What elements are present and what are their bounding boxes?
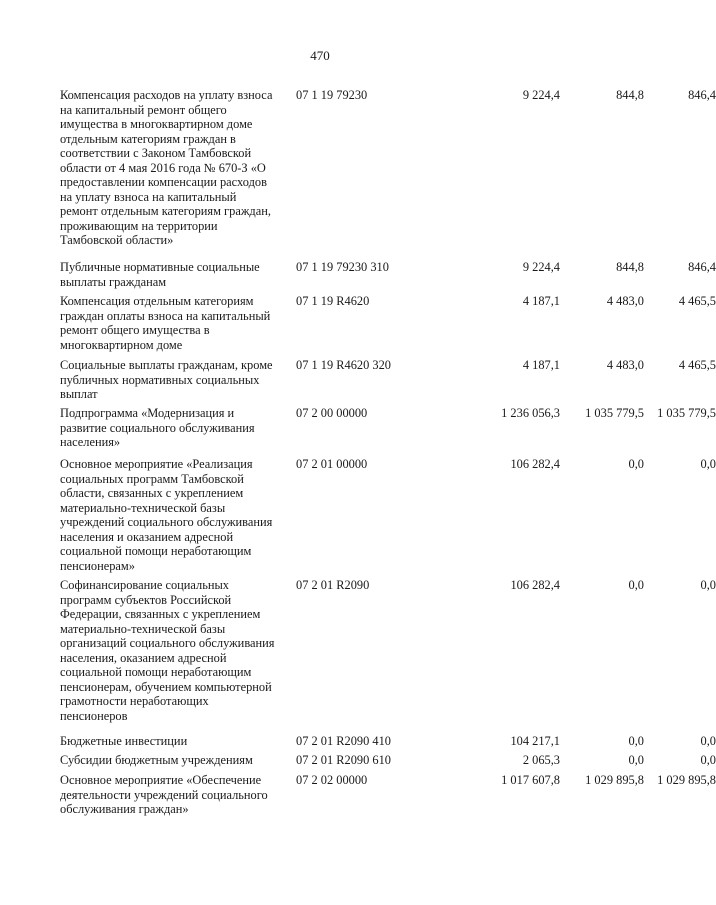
row-amount-1: 4 187,1 — [522, 358, 560, 372]
row-amount-1: 1 236 056,3 — [501, 406, 560, 420]
row-code: 07 1 19 R4620 320 — [296, 358, 391, 372]
row-amount-1: 4 187,1 — [522, 294, 560, 308]
row-code: 07 1 19 79230 — [296, 88, 368, 102]
row-code: 07 2 01 R2090 610 — [296, 753, 391, 767]
row-amount-1: 9 224,4 — [522, 260, 560, 274]
row-description: Основное мероприятие «Реализация социальных программ Тамбовской области, связанных с укреплением материально-технической базы учреждений социального обслуживания населения и оказанием адресной социальной помощи неработающим пенсионерам» — [60, 457, 273, 573]
row-description: Социальные выплаты гражданам, кроме публичных нормативных социальных выплат — [60, 358, 273, 401]
row-amount-3: 846,4 — [688, 88, 716, 102]
row-amount-2: 0,0 — [628, 457, 644, 471]
row-description: Субсидии бюджетным учреждениям — [60, 753, 253, 767]
row-description: Основное мероприятие «Обеспечение деятельности учреждений социального обслуживания граждан» — [60, 773, 268, 816]
row-amount-1: 104 217,1 — [510, 734, 560, 748]
row-amount-3: 1 029 895,8 — [657, 773, 716, 787]
row-code: 07 2 01 R2090 410 — [296, 734, 391, 748]
row-amount-1: 1 017 607,8 — [501, 773, 560, 787]
row-code: 07 2 02 00000 — [296, 773, 368, 787]
row-description: Софинансирование социальных программ субъектов Российской Федерации, связанных с укреплением материально-технической базы организаций социального обслуживания населения, оказанием адресной социальной помощи неработающим пенсионерам, обучением компьютерной грамотности неработающих пенсионеров — [60, 578, 275, 723]
row-amount-3: 0,0 — [700, 457, 716, 471]
row-amount-3: 0,0 — [700, 753, 716, 767]
row-amount-2: 0,0 — [628, 734, 644, 748]
row-code: 07 2 00 00000 — [296, 406, 368, 420]
row-amount-1: 2 065,3 — [522, 753, 560, 767]
row-code: 07 2 01 00000 — [296, 457, 368, 471]
row-code: 07 2 01 R2090 — [296, 578, 370, 592]
row-amount-2: 0,0 — [628, 578, 644, 592]
row-code: 07 1 19 79230 310 — [296, 260, 389, 274]
row-amount-1: 106 282,4 — [510, 578, 560, 592]
row-amount-1: 9 224,4 — [522, 88, 560, 102]
row-amount-2: 1 029 895,8 — [585, 773, 644, 787]
row-amount-2: 0,0 — [628, 753, 644, 767]
row-description: Публичные нормативные социальные выплаты гражданам — [60, 260, 260, 289]
row-amount-2: 4 483,0 — [606, 358, 644, 372]
row-amount-1: 106 282,4 — [510, 457, 560, 471]
row-description: Компенсация расходов на уплату взноса на капитальный ремонт общего имущества в многоквартирном доме отдельным категориям граждан в соответствии с Законом Тамбовской области от 4 мая 2016 года № 670-З «О предоставлении компенсации расходов на уплату взноса на капитальный ремонт отдельным категориям граждан, проживающим на территории Тамбовской области» — [60, 88, 273, 247]
row-amount-3: 4 465,5 — [678, 358, 716, 372]
row-amount-3: 846,4 — [688, 260, 716, 274]
row-amount-3: 1 035 779,5 — [657, 406, 716, 420]
row-amount-3: 0,0 — [700, 734, 716, 748]
row-code: 07 1 19 R4620 — [296, 294, 370, 308]
row-description: Компенсация отдельным категориям граждан оплаты взноса на капитальный ремонт общего имущества в многоквартирном доме — [60, 294, 271, 352]
row-amount-3: 0,0 — [700, 578, 716, 592]
row-amount-2: 4 483,0 — [606, 294, 644, 308]
row-description: Подпрограмма «Модернизация и развитие социального обслуживания населения» — [60, 406, 255, 449]
row-amount-3: 4 465,5 — [678, 294, 716, 308]
row-amount-2: 1 035 779,5 — [585, 406, 644, 420]
row-description: Бюджетные инвестиции — [60, 734, 188, 748]
page-number: 470 — [310, 48, 330, 63]
row-amount-2: 844,8 — [616, 88, 644, 102]
row-amount-2: 844,8 — [616, 260, 644, 274]
